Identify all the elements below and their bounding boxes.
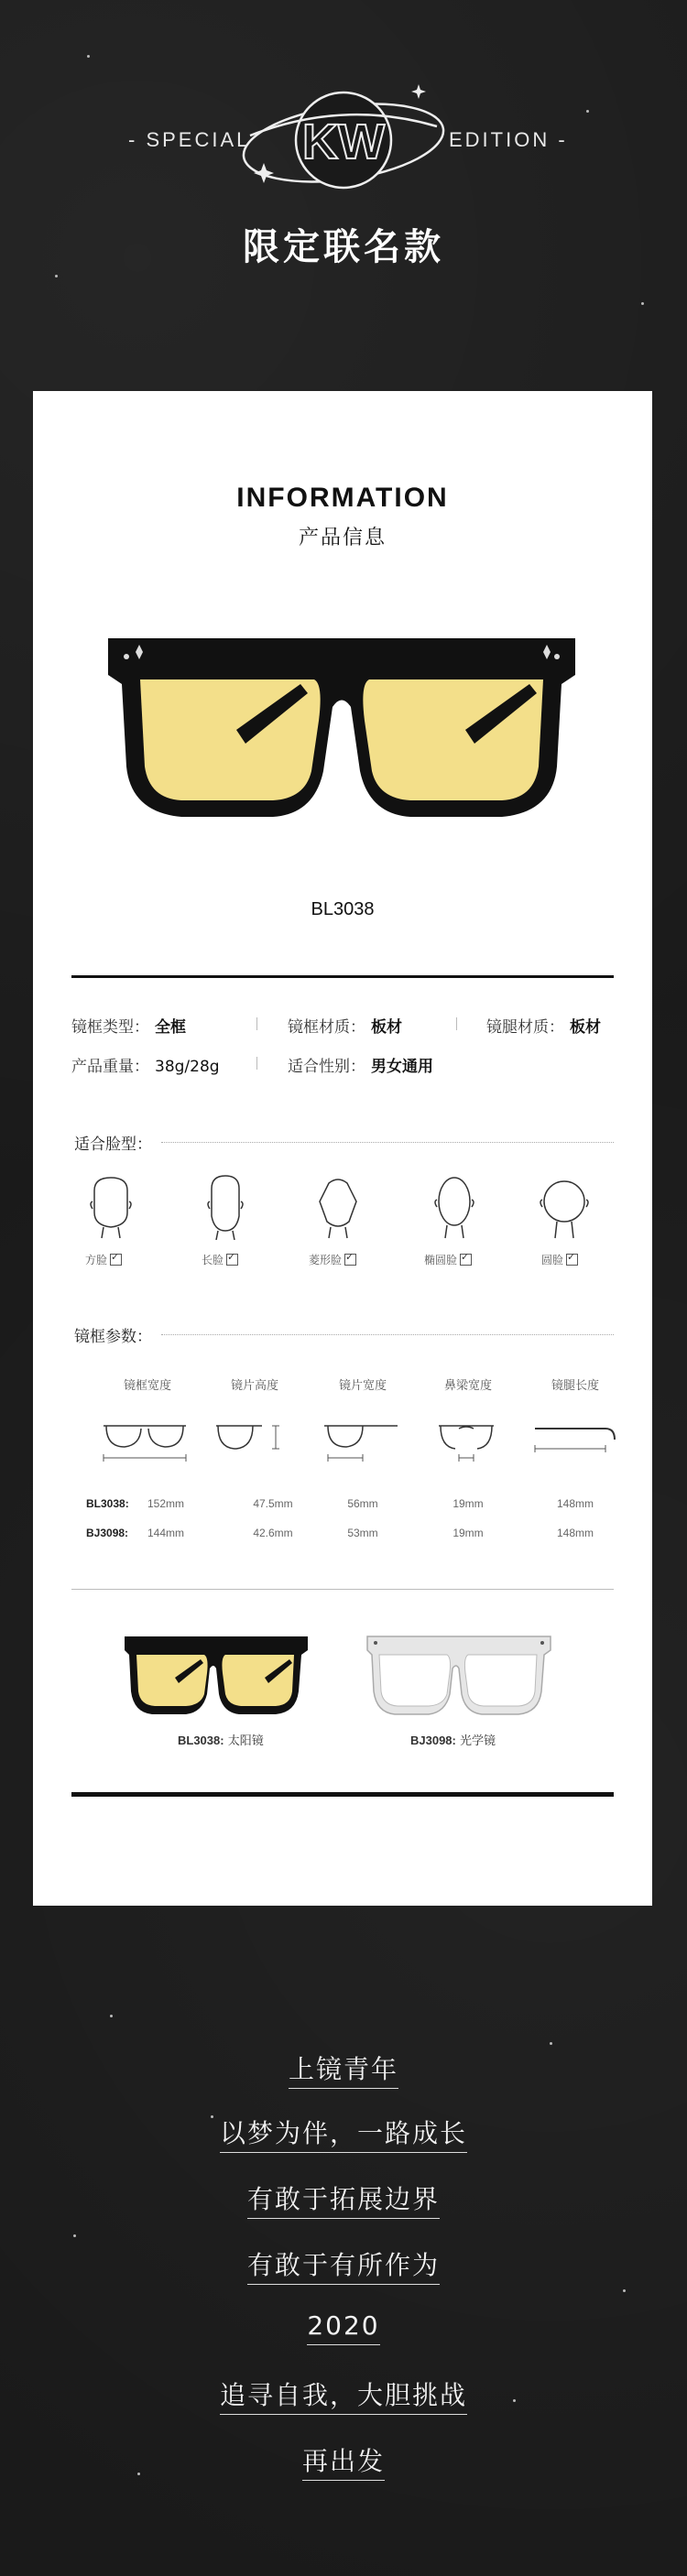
temple-length-diagram [528,1412,619,1467]
header [0,0,687,348]
frame-params-label: 镜框参数： [74,1328,152,1346]
face-label-round: 圆脸✓ [541,1252,578,1267]
row-model-bl3038: BL3038: [86,1497,129,1510]
spec-frame-type: 镜框类型： 全框 [71,1018,186,1037]
spec-separator [256,1057,257,1070]
param-cell: 47.5mm [253,1497,293,1510]
param-cell: 19mm [453,1497,484,1510]
param-header-temple-length: 镜腿长度 [551,1379,599,1393]
spec-temple-material: 镜腿材质： 板材 [486,1018,601,1037]
special-text: - SPECIAL [128,128,251,151]
divider [71,1792,614,1797]
star-decoration [110,2015,113,2017]
poem-line: 2020 [0,2310,687,2341]
dotted-divider [161,1142,614,1143]
square-face-icon [83,1174,138,1240]
param-cell: 53mm [347,1527,378,1539]
poem-line: 再出发 [0,2441,687,2478]
poem-line: 追寻自我，大胆挑战 [0,2375,687,2412]
check-icon [566,1254,578,1266]
param-header-bridge-width: 鼻梁宽度 [443,1379,492,1393]
check-icon [344,1254,356,1266]
param-header-frame-width: 镜框宽度 [123,1379,171,1393]
param-header-lens-height: 镜片高度 [230,1379,278,1393]
face-label-square: 方脸✓ [85,1252,122,1267]
product-caption-optical: BJ3098: 光学镜 [410,1734,496,1748]
round-face-icon [537,1174,592,1240]
row-model-bj3098: BJ3098: [86,1527,129,1539]
product-info-card [33,391,652,1906]
param-cell: 19mm [453,1527,484,1539]
param-header-lens-width: 镜片宽度 [338,1379,387,1393]
check-icon [110,1254,122,1266]
poem-line: 有敢于拓展边界 [0,2179,687,2216]
oval-face-icon [427,1174,482,1240]
star-decoration [550,2042,552,2045]
bridge-width-diagram [420,1412,512,1467]
param-cell: 148mm [556,1527,594,1539]
param-cell: 42.6mm [253,1527,293,1539]
star-decoration [623,2289,626,2292]
info-title-cn: 产品信息 [298,527,387,549]
poem-line: 以梦为伴，一路成长 [0,2114,687,2150]
face-label-oval: 椭圆脸✓ [424,1252,472,1267]
product-caption-sunglasses: BL3038: 太阳镜 [178,1734,264,1748]
spec-separator [256,1017,257,1030]
param-cell: 144mm [147,1527,184,1539]
frame-width-diagram [99,1412,191,1467]
divider [71,975,614,978]
hero-glasses-image [99,620,584,831]
model-number: BL3038 [311,899,375,919]
long-face-icon [198,1174,253,1240]
lens-height-diagram [207,1412,299,1467]
param-cell: 56mm [347,1497,378,1510]
page-title: 限定联名款 [243,226,444,268]
spec-gender: 适合性别： 男女通用 [288,1058,433,1076]
check-icon [460,1254,472,1266]
dotted-divider [161,1334,614,1335]
param-cell: 148mm [556,1497,594,1510]
check-icon [226,1254,238,1266]
spec-separator [456,1017,457,1030]
info-title-en: INFORMATION [236,483,449,513]
face-shape-label: 适合脸型： [74,1136,152,1154]
kw-logo-text: KW [302,114,385,169]
sunglasses-product-image [120,1632,312,1719]
kw-logo [234,71,453,209]
spec-frame-material: 镜框材质： 板材 [288,1018,402,1037]
poem-line: 上镜青年 [0,2049,687,2086]
optical-glasses-product-image [363,1632,555,1719]
edition-text: EDITION - [449,128,568,151]
face-label-diamond: 菱形脸✓ [309,1252,356,1267]
spec-weight: 产品重量： 38g/28g [71,1058,220,1076]
lens-width-diagram [315,1412,407,1467]
star-decoration [73,2234,76,2237]
divider [71,1589,614,1590]
poem-line: 有敢于有所作为 [0,2245,687,2282]
diamond-face-icon [311,1174,365,1240]
face-label-long: 长脸✓ [202,1252,238,1267]
param-cell: 152mm [147,1497,184,1510]
